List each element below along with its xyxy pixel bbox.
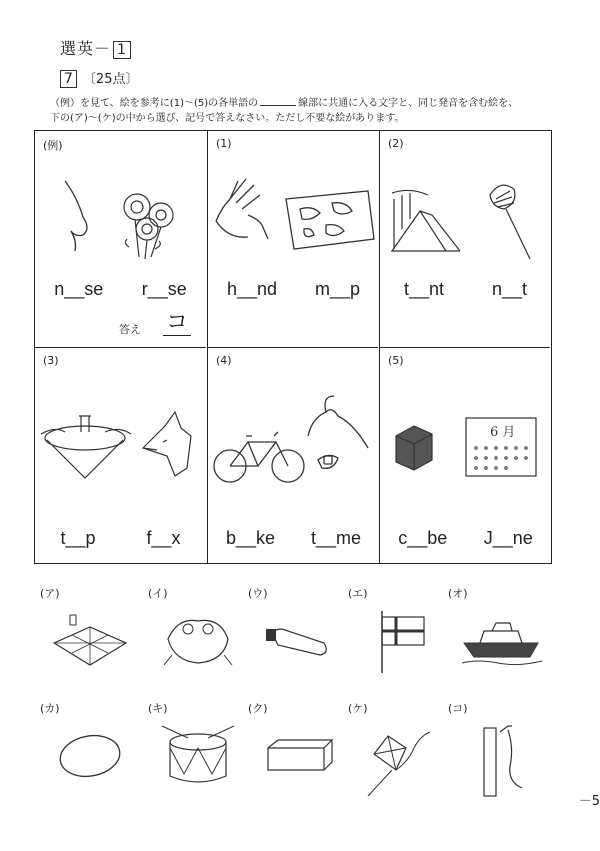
- flag-icon: [358, 603, 438, 673]
- calendar-month-text: 6 月: [490, 425, 516, 440]
- choice-o: [448, 585, 548, 695]
- word-pair: [35, 279, 206, 300]
- blank-underline-sample: [260, 105, 296, 106]
- answer-label: 答え: [119, 323, 141, 336]
- instructions: [50, 96, 570, 126]
- choice-ki: [148, 700, 248, 810]
- cell-label: (例): [43, 139, 63, 152]
- top-and-fox-illustration: [35, 376, 206, 516]
- word-pair: [208, 528, 379, 549]
- bike-and-watch-illustration: [208, 376, 379, 516]
- choice-u: [248, 585, 348, 695]
- boat-icon: [458, 603, 548, 673]
- choice-label: (イ): [148, 587, 168, 600]
- word-pair: [208, 279, 379, 300]
- instruction-line1a: （例）を見て、絵を参考に(1)～(5)の各単語の: [50, 98, 259, 109]
- choice-label: (ア): [40, 587, 60, 600]
- word-right: f__x: [146, 528, 181, 548]
- cell-5: [379, 347, 550, 563]
- choice-label: (キ): [148, 702, 168, 715]
- page-number: －5: [578, 794, 600, 809]
- instruction-line1b: 線部に共通に入る文字と、同じ発音を含む絵を、: [298, 98, 519, 109]
- exam-section-title: [60, 36, 131, 59]
- cell-3: [35, 347, 206, 563]
- cell-label: (5): [388, 354, 404, 367]
- choice-ka: [40, 700, 140, 810]
- example-cell: [35, 131, 206, 347]
- word-left: t__p: [60, 528, 96, 548]
- question-header: [60, 68, 138, 88]
- choice-label: (オ): [448, 587, 468, 600]
- choice-a: [40, 585, 140, 695]
- word-picture-grid: [34, 130, 552, 564]
- choice-label: (エ): [348, 587, 368, 600]
- choice-label: (カ): [40, 702, 60, 715]
- choice-ku: [248, 700, 348, 810]
- word-right: n__t: [491, 279, 528, 299]
- question-number-box: 7: [60, 70, 77, 88]
- hand-and-map-illustration: [208, 159, 379, 269]
- word-pair: [380, 528, 551, 549]
- nose-and-rose-illustration: [35, 159, 206, 269]
- choice-ko: [448, 700, 548, 810]
- cell-label: (3): [43, 354, 59, 367]
- word-left: t__nt: [403, 279, 445, 299]
- choice-label: (ウ): [248, 587, 268, 600]
- hose-icon: [458, 718, 538, 798]
- section-number-box: 1: [113, 41, 131, 59]
- choice-label: (ケ): [348, 702, 368, 715]
- section-title-text: 選英－: [60, 39, 112, 58]
- cell-1: [207, 131, 378, 347]
- word-pair: [380, 279, 551, 300]
- word-left: c__be: [398, 528, 448, 548]
- cell-label: (2): [388, 137, 404, 150]
- egg-icon: [50, 718, 130, 788]
- cube-and-calendar-illustration: [380, 376, 551, 516]
- word-left: h__nd: [226, 279, 278, 299]
- word-right: J__ne: [483, 528, 533, 548]
- choice-label: (ク): [248, 702, 268, 715]
- cell-2: [379, 131, 550, 347]
- cell-4: [207, 347, 378, 563]
- toothpaste-tube-icon: [258, 603, 338, 673]
- word-right: r__se: [141, 279, 187, 299]
- question-points: 〔25点〕: [82, 72, 139, 87]
- drum-icon: [158, 718, 238, 788]
- word-left: n__se: [54, 279, 104, 299]
- choice-ke: [348, 700, 448, 810]
- word-pair: [35, 528, 206, 549]
- box-tray-icon: [258, 718, 338, 788]
- choice-e: [348, 585, 448, 695]
- frog-icon: [158, 603, 238, 673]
- choice-label: (コ): [448, 702, 468, 715]
- word-right: m__p: [314, 279, 361, 299]
- instruction-line2: 下の(ア)～(ケ)の中から選び、記号で答えなさい。ただし不要な絵があります。: [50, 113, 405, 124]
- cell-label: (4): [216, 354, 232, 367]
- tent-and-net-illustration: [380, 159, 551, 269]
- board-game-icon: [50, 603, 130, 673]
- example-answer: コ: [163, 311, 191, 336]
- choice-i: [148, 585, 248, 695]
- word-right: t__me: [310, 528, 361, 548]
- kite-icon: [358, 718, 438, 798]
- word-left: b__ke: [225, 528, 276, 548]
- cell-label: (1): [216, 137, 232, 150]
